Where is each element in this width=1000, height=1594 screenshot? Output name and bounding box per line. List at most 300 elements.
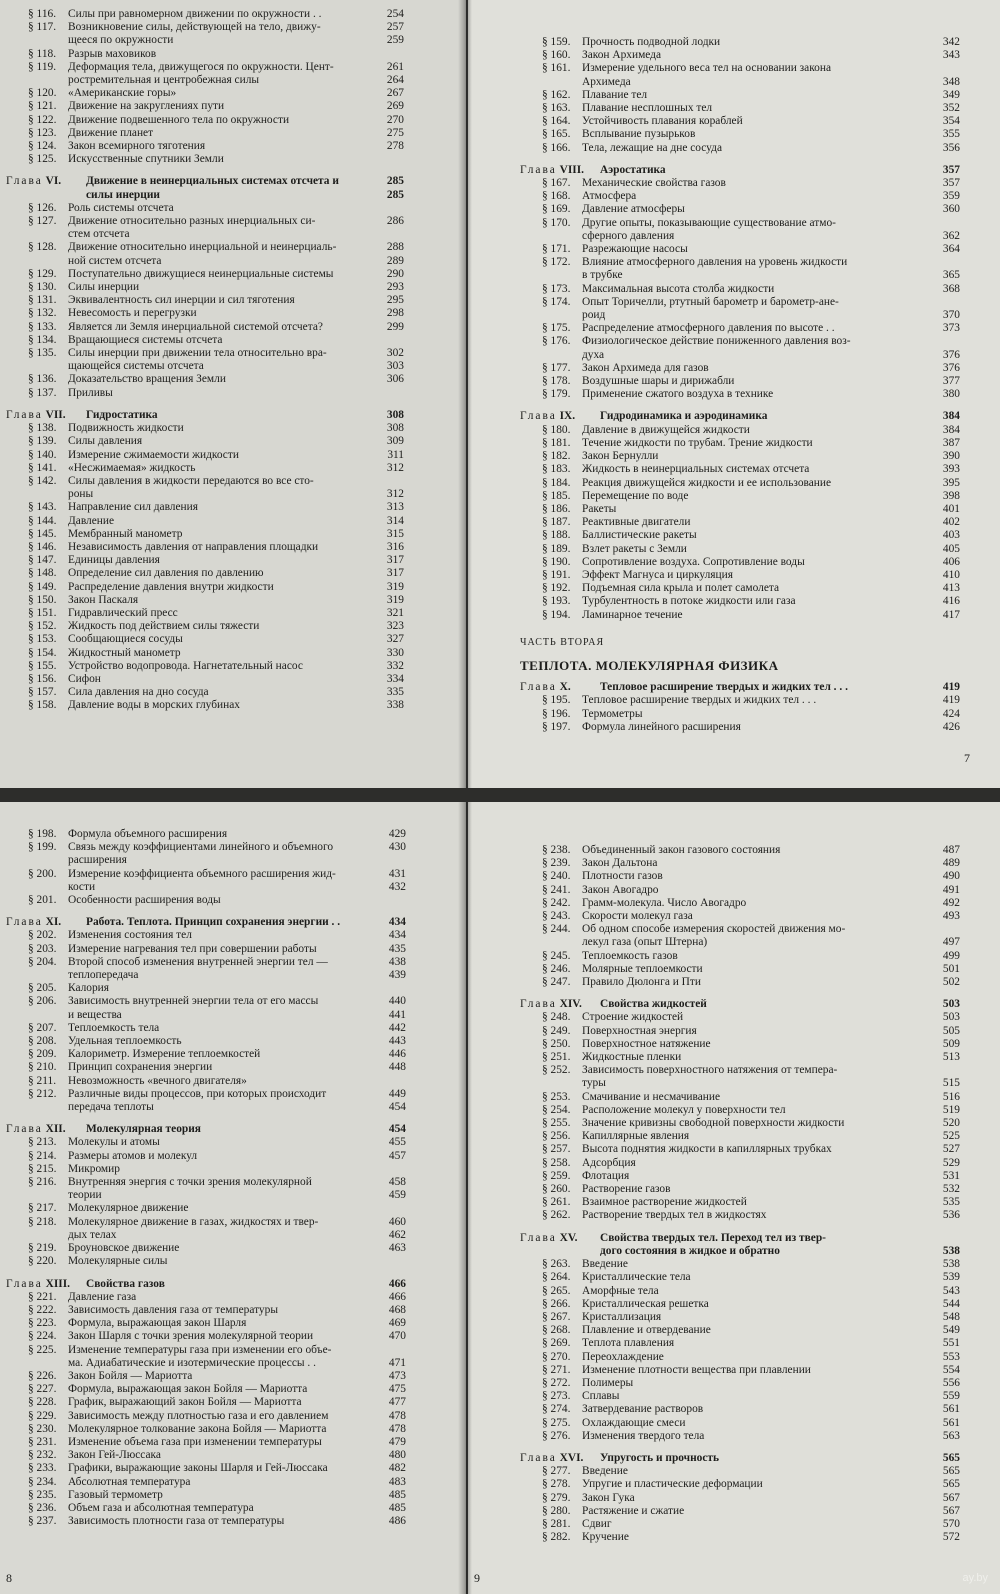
page-ref-line: 556	[942, 1376, 960, 1389]
section-entry	[520, 976, 960, 989]
section-number: § 168.	[542, 190, 571, 203]
entry-title-line: Правило Дюлонга и Пти	[582, 976, 701, 989]
chapter-label: Глава	[520, 163, 557, 176]
section-entry	[520, 1351, 960, 1364]
page-ref	[370, 1462, 406, 1475]
page-ref-line: 275	[386, 126, 404, 139]
section-entry	[6, 620, 404, 633]
section-number: § 169.	[542, 203, 571, 216]
section-number: § 252.	[542, 1064, 571, 1077]
section-number: § 131.	[28, 294, 57, 307]
page-ref	[368, 100, 404, 113]
entry-title-line: Движение относительно разных инерциальных си-	[68, 215, 316, 228]
page-ref-line: 565	[942, 1451, 960, 1464]
page-ref	[370, 1278, 406, 1291]
entry-title-line: Плавание несплошных тел	[582, 102, 713, 115]
section-entry	[520, 1505, 960, 1518]
entry-title	[582, 1091, 924, 1104]
entry-title-line: Движение подвешенного тела по окружности	[68, 113, 290, 126]
page-ref	[924, 595, 960, 608]
section-number: § 183.	[542, 463, 571, 476]
section-number: § 162.	[542, 88, 571, 101]
section-entry	[6, 1317, 406, 1330]
section-number: § 275.	[542, 1416, 571, 1429]
entry-title-line: Поверхностная энергия	[582, 1024, 697, 1037]
page-ref	[370, 1423, 406, 1436]
page-ref	[368, 528, 404, 541]
section-entry	[520, 1465, 960, 1478]
section-entry	[520, 1518, 960, 1531]
entry-title	[582, 49, 924, 62]
page-ref-line: 539	[942, 1271, 960, 1284]
section-entry	[6, 1163, 406, 1176]
page-ref-line: 457	[388, 1149, 406, 1162]
section-entry	[6, 501, 404, 514]
page-ref-line: 439	[388, 969, 406, 982]
entry-title-line: Искусственные спутники Земли	[68, 153, 224, 166]
page-ref	[368, 475, 404, 501]
section-number: § 116.	[28, 8, 57, 20]
entry-title	[582, 203, 924, 216]
section-number: § 207.	[28, 1021, 57, 1034]
page-ref-line: 405	[942, 542, 960, 555]
entry-title	[68, 686, 368, 699]
entry-title	[582, 1196, 924, 1209]
section-entry	[6, 528, 404, 541]
entry-title-line: Применение сжатого воздуха в технике	[582, 388, 774, 401]
entry-title	[582, 569, 924, 582]
entry-title	[68, 268, 368, 281]
page-ref	[370, 1035, 406, 1048]
page-ref-line: 455	[388, 1136, 406, 1149]
entry-title	[68, 1489, 370, 1502]
section-entry	[520, 1038, 960, 1051]
section-entry	[520, 910, 960, 923]
entry-title-line: Независимость давления от направления площадки	[68, 540, 319, 553]
page-ref-line: 485	[388, 1501, 406, 1514]
entry-title	[582, 1143, 924, 1156]
page-ref-line: 317	[386, 554, 404, 567]
section-entry	[520, 1478, 960, 1491]
page-ref	[370, 1216, 406, 1242]
section-number: § 173.	[542, 282, 571, 295]
entry-title	[582, 1130, 924, 1143]
page-ref	[368, 660, 404, 673]
entry-title-line: Разрежающие насосы	[582, 243, 688, 256]
toc-list	[6, 828, 406, 1528]
entry-title-line: Особенности расширения воды	[68, 894, 221, 907]
section-entry	[520, 36, 960, 49]
entry-title	[68, 607, 368, 620]
section-entry	[520, 463, 960, 476]
entry-title-line: Термометры	[582, 707, 643, 720]
page-ref-line: 357	[942, 163, 960, 176]
section-number: § 156.	[28, 672, 57, 685]
page-ref-line: 448	[388, 1061, 406, 1074]
section-number: § 132.	[28, 307, 57, 320]
entry-title	[68, 541, 368, 554]
entry-title-line: Механические свойства газов	[582, 177, 726, 190]
page-ref-line: 293	[386, 281, 404, 294]
section-number: § 144.	[28, 514, 57, 527]
section-number: § 124.	[28, 140, 57, 153]
entry-title	[582, 388, 924, 401]
entry-title-line: Молярные теплоемкости	[582, 962, 703, 975]
page-ref-line: 462	[388, 1228, 406, 1241]
section-entry	[6, 1502, 406, 1515]
page-ref-line	[368, 475, 404, 488]
entry-title	[582, 362, 924, 375]
entry-title-line: роны	[68, 488, 94, 501]
page-ref	[368, 347, 404, 373]
page-ref-line: 395	[942, 476, 960, 489]
page-ref-line	[368, 202, 404, 215]
entry-title-line: сферного давления	[582, 229, 675, 242]
page-ref-line: 308	[386, 408, 404, 421]
section-entry	[6, 334, 404, 347]
entry-title	[582, 243, 924, 256]
entry-title-line: Подъемная сила крыла и полет самолета	[582, 582, 780, 595]
section-number: § 159.	[542, 36, 571, 48]
page-ref	[924, 857, 960, 870]
section-number: § 143.	[28, 501, 57, 514]
entry-title-line: Сплавы	[582, 1390, 620, 1403]
section-entry	[520, 1051, 960, 1064]
section-number: § 259.	[542, 1169, 571, 1182]
section-number: § 225.	[28, 1343, 57, 1356]
section-number: § 150.	[28, 593, 57, 606]
section-number: § 166.	[542, 141, 571, 154]
entry-title	[582, 884, 924, 897]
page-ref	[368, 140, 404, 153]
entry-title	[68, 281, 368, 294]
part-label: ЧАСТЬ ВТОРАЯ	[520, 636, 605, 648]
entry-title-line: Силы при равномерном движении по окружности . .	[68, 8, 322, 20]
section-number: § 236.	[28, 1501, 57, 1514]
page-ref-line: 431	[388, 867, 406, 880]
page-ref	[370, 1163, 406, 1176]
section-entry	[520, 844, 960, 857]
page-ref-line: 377	[942, 375, 960, 388]
entry-title-line: Скорости молекул газа	[582, 910, 693, 923]
page-ref	[924, 1064, 960, 1090]
entry-title-line: Молекулы и атомы	[68, 1136, 160, 1149]
page-ref	[368, 409, 404, 422]
section-entry	[6, 1489, 406, 1502]
page-ref-line: 319	[386, 580, 404, 593]
entry-title-line: Зависимость плотности газа от температуры	[68, 1515, 285, 1528]
page-ref	[924, 424, 960, 437]
entry-title-line: Теплоемкость газов	[582, 949, 678, 962]
section-number: § 237.	[28, 1515, 57, 1528]
page-ref-line: 466	[388, 1290, 406, 1303]
entry-title-line: Определение сил давления по давлению	[68, 567, 264, 580]
chapter-entry	[6, 916, 406, 929]
chapter-roman: XIII.	[45, 1277, 70, 1290]
section-entry	[520, 62, 960, 88]
entry-title	[68, 114, 368, 127]
page-ref	[924, 375, 960, 388]
page-ref-line: 419	[942, 681, 960, 694]
entry-title-line: Кристаллизация	[582, 1310, 662, 1323]
entry-title-line: Формула, выражающая закон Бойля — Мариотта	[68, 1383, 308, 1396]
section-number: § 217.	[28, 1202, 57, 1215]
section-entry	[6, 347, 404, 373]
entry-title-line: Всплывание пузырьков	[582, 128, 696, 141]
section-entry	[6, 1150, 406, 1163]
entry-title-line: теплопередача	[68, 969, 139, 982]
entry-title-line: Жидкостный манометр	[68, 646, 181, 659]
chapter-roman: VII.	[45, 408, 66, 421]
page-ref-line	[368, 48, 404, 61]
entry-title-line: Полимеры	[582, 1376, 634, 1389]
page-ref-line: 317	[386, 567, 404, 580]
page-ref-line: 536	[942, 1209, 960, 1222]
entry-title	[582, 1038, 924, 1051]
section-number: § 274.	[542, 1403, 571, 1416]
entry-title-line: Гидродинамика и аэродинамика	[600, 410, 768, 423]
section-entry	[520, 424, 960, 437]
page-ref-line: 424	[942, 707, 960, 720]
section-number: § 188.	[542, 529, 571, 542]
section-number: § 195.	[542, 694, 571, 707]
page-top-left	[0, 0, 466, 790]
section-number: § 282.	[542, 1531, 571, 1544]
page-ref-line: 311	[387, 448, 404, 461]
page-ref	[924, 1157, 960, 1170]
entry-title	[68, 215, 368, 241]
section-entry	[6, 1436, 406, 1449]
page-ref-line: 509	[942, 1037, 960, 1050]
entry-title	[582, 477, 924, 490]
page-ref-line: 469	[388, 1317, 406, 1330]
page-ref	[368, 686, 404, 699]
section-number: § 246.	[542, 962, 571, 975]
section-entry	[6, 515, 404, 528]
entry-title-line: Движение в неинерциальных системах отсчета и	[86, 175, 339, 188]
page-ref-line: 535	[942, 1196, 960, 1209]
page-ref-line: 565	[942, 1478, 960, 1491]
entry-title	[68, 1150, 370, 1163]
section-entry	[520, 1183, 960, 1196]
section-number: § 146.	[28, 540, 57, 553]
section-number: § 185.	[542, 489, 571, 502]
entry-title-line: Является ли Земля инерциальной системой отсчета?	[68, 320, 323, 333]
section-number: § 270.	[542, 1350, 571, 1363]
entry-title-line: Молекулярная теория	[86, 1123, 201, 1136]
page-ref	[924, 322, 960, 335]
section-number: § 147.	[28, 554, 57, 567]
section-number: § 120.	[28, 87, 57, 100]
page-ref-line: 373	[942, 322, 960, 335]
section-number: § 247.	[542, 976, 571, 989]
page-ref	[370, 841, 406, 867]
chapter-label: Глава	[520, 998, 557, 1011]
page-ref	[924, 1183, 960, 1196]
page-ref	[924, 1011, 960, 1024]
page-ref	[368, 334, 404, 347]
entry-title-line: Объем газа и абсолютная температура	[68, 1501, 254, 1514]
entry-title	[582, 1390, 924, 1403]
entry-title-line: Калориметр. Измерение теплоемкостей	[68, 1048, 261, 1061]
page-ref	[368, 567, 404, 580]
section-entry	[520, 1324, 960, 1337]
page-ref-line: 314	[386, 514, 404, 527]
page-ref-line: 449	[388, 1087, 406, 1100]
chapter-entry	[520, 681, 960, 694]
page-ref-line: 257	[386, 21, 404, 34]
page-top-right	[468, 0, 1000, 790]
section-entry	[6, 554, 404, 567]
page-ref	[370, 1383, 406, 1396]
page-number: 9	[474, 1571, 480, 1585]
entry-title-line: Формула объемного расширения	[68, 828, 228, 840]
section-number: § 209.	[28, 1048, 57, 1061]
entry-title	[68, 61, 368, 87]
section-entry	[6, 449, 404, 462]
section-entry	[520, 1492, 960, 1505]
toc-list	[520, 844, 960, 1544]
page-ref-line: 458	[388, 1176, 406, 1189]
entry-title	[582, 694, 924, 707]
page-ref-line: 563	[942, 1429, 960, 1442]
section-number: § 174.	[542, 295, 571, 308]
page-ref-line: 288	[386, 241, 404, 254]
section-number: § 281.	[542, 1517, 571, 1530]
entry-title-line: Опыт Торичелли, ртутный барометр и барометр-ане-	[582, 295, 839, 308]
page-ref-line: 551	[942, 1337, 960, 1350]
page-ref	[924, 884, 960, 897]
page-ref-line	[368, 387, 404, 400]
page-ref-line: 343	[942, 49, 960, 62]
page-ref-line: 519	[942, 1103, 960, 1116]
chapter-number	[520, 1232, 600, 1245]
entry-title	[582, 1337, 924, 1350]
entry-title	[582, 1117, 924, 1130]
chapter-roman: XV.	[559, 1231, 578, 1244]
entry-title-line: Принцип сохранения энергии	[68, 1061, 213, 1074]
entry-title-line: Сила давления на дно сосуда	[68, 686, 209, 699]
entry-title-line: Измерение нагревания тел при совершении работы	[68, 942, 317, 955]
page-ref-line: 357	[942, 177, 960, 190]
entry-title-line: Микромир	[68, 1162, 120, 1175]
section-entry	[6, 100, 404, 113]
section-entry	[520, 694, 960, 707]
entry-title	[582, 1351, 924, 1364]
page-ref-line: 312	[386, 461, 404, 474]
entry-title	[600, 410, 924, 423]
page-ref	[924, 609, 960, 622]
chapter-label: Глава	[6, 175, 43, 188]
section-entry	[520, 963, 960, 976]
entry-title	[68, 841, 370, 867]
entry-title	[582, 582, 924, 595]
section-number: § 155.	[28, 659, 57, 672]
page-ref-line: 309	[386, 435, 404, 448]
page-ref-line: 290	[386, 267, 404, 280]
entry-title	[68, 673, 368, 686]
section-number: § 141.	[28, 461, 57, 474]
section-entry	[520, 1430, 960, 1443]
page-ref-line: 463	[388, 1242, 406, 1255]
photo-gap	[0, 788, 1000, 802]
page-ref	[370, 956, 406, 982]
entry-title-line: Давление	[68, 514, 115, 527]
section-entry	[6, 87, 404, 100]
page-ref-line	[924, 1232, 960, 1245]
entry-title-line: Измерение сжимаемости жидкости	[68, 448, 239, 461]
entry-title	[582, 424, 924, 437]
page-ref-line: 308	[386, 422, 404, 435]
entry-title-line: Сдвиг	[582, 1517, 612, 1530]
section-entry	[520, 1170, 960, 1183]
page-ref	[924, 516, 960, 529]
section-entry	[520, 1285, 960, 1298]
chapter-roman: XI.	[45, 916, 62, 929]
page-ref-line: 565	[942, 1465, 960, 1478]
entry-title-line: лекул газа (опыт Штерна)	[582, 936, 708, 949]
entry-title	[582, 177, 924, 190]
section-number: § 184.	[542, 476, 571, 489]
entry-title-line: Жидкость под действием силы тяжести	[68, 620, 260, 633]
page-ref	[368, 422, 404, 435]
entry-title	[582, 217, 924, 243]
page-ref-line: 501	[942, 962, 960, 975]
entry-title-line: ной систем отсчета	[68, 254, 162, 267]
page-ref-line: 527	[942, 1143, 960, 1156]
entry-title-line: Деформация тела, движущегося по окружности. Цент-	[68, 60, 334, 73]
page-ref	[924, 463, 960, 476]
entry-title	[68, 202, 368, 215]
section-number: § 201.	[28, 894, 57, 907]
chapter-label: Глава	[520, 1231, 557, 1244]
page-ref	[924, 115, 960, 128]
chapter-roman: VI.	[45, 175, 62, 188]
section-entry	[6, 1216, 406, 1242]
section-entry	[6, 1022, 406, 1035]
page-ref-line: 416	[942, 595, 960, 608]
entry-title-line: передача теплоты	[68, 1101, 154, 1114]
page-ref-line: 362	[942, 229, 960, 242]
entry-title	[582, 322, 924, 335]
section-entry	[6, 1396, 406, 1409]
page-ref	[370, 1502, 406, 1515]
page-ref-line	[924, 217, 960, 230]
entry-title	[582, 115, 924, 128]
section-number: § 191.	[542, 568, 571, 581]
entry-title	[582, 256, 924, 282]
page-ref-line: 443	[388, 1035, 406, 1048]
entry-title	[68, 387, 368, 400]
entry-title-line: Молекулярное движение	[68, 1202, 189, 1215]
section-number: § 248.	[542, 1011, 571, 1024]
entry-title	[68, 8, 368, 21]
section-number: § 194.	[542, 608, 571, 621]
section-number: § 138.	[28, 422, 57, 435]
section-number: § 254.	[542, 1103, 571, 1116]
section-number: § 200.	[28, 867, 57, 880]
entry-title-line: Работа. Теплота. Принцип сохранения энергии . .	[86, 916, 341, 929]
entry-title-line: «Американские горы»	[68, 87, 177, 100]
section-number: § 128.	[28, 241, 57, 254]
page-ref	[924, 1351, 960, 1364]
section-entry	[520, 1104, 960, 1117]
page-ref	[924, 36, 960, 49]
section-entry	[520, 582, 960, 595]
entry-title	[582, 1417, 924, 1430]
section-entry	[6, 1330, 406, 1343]
page-bottom-right	[468, 800, 1000, 1594]
